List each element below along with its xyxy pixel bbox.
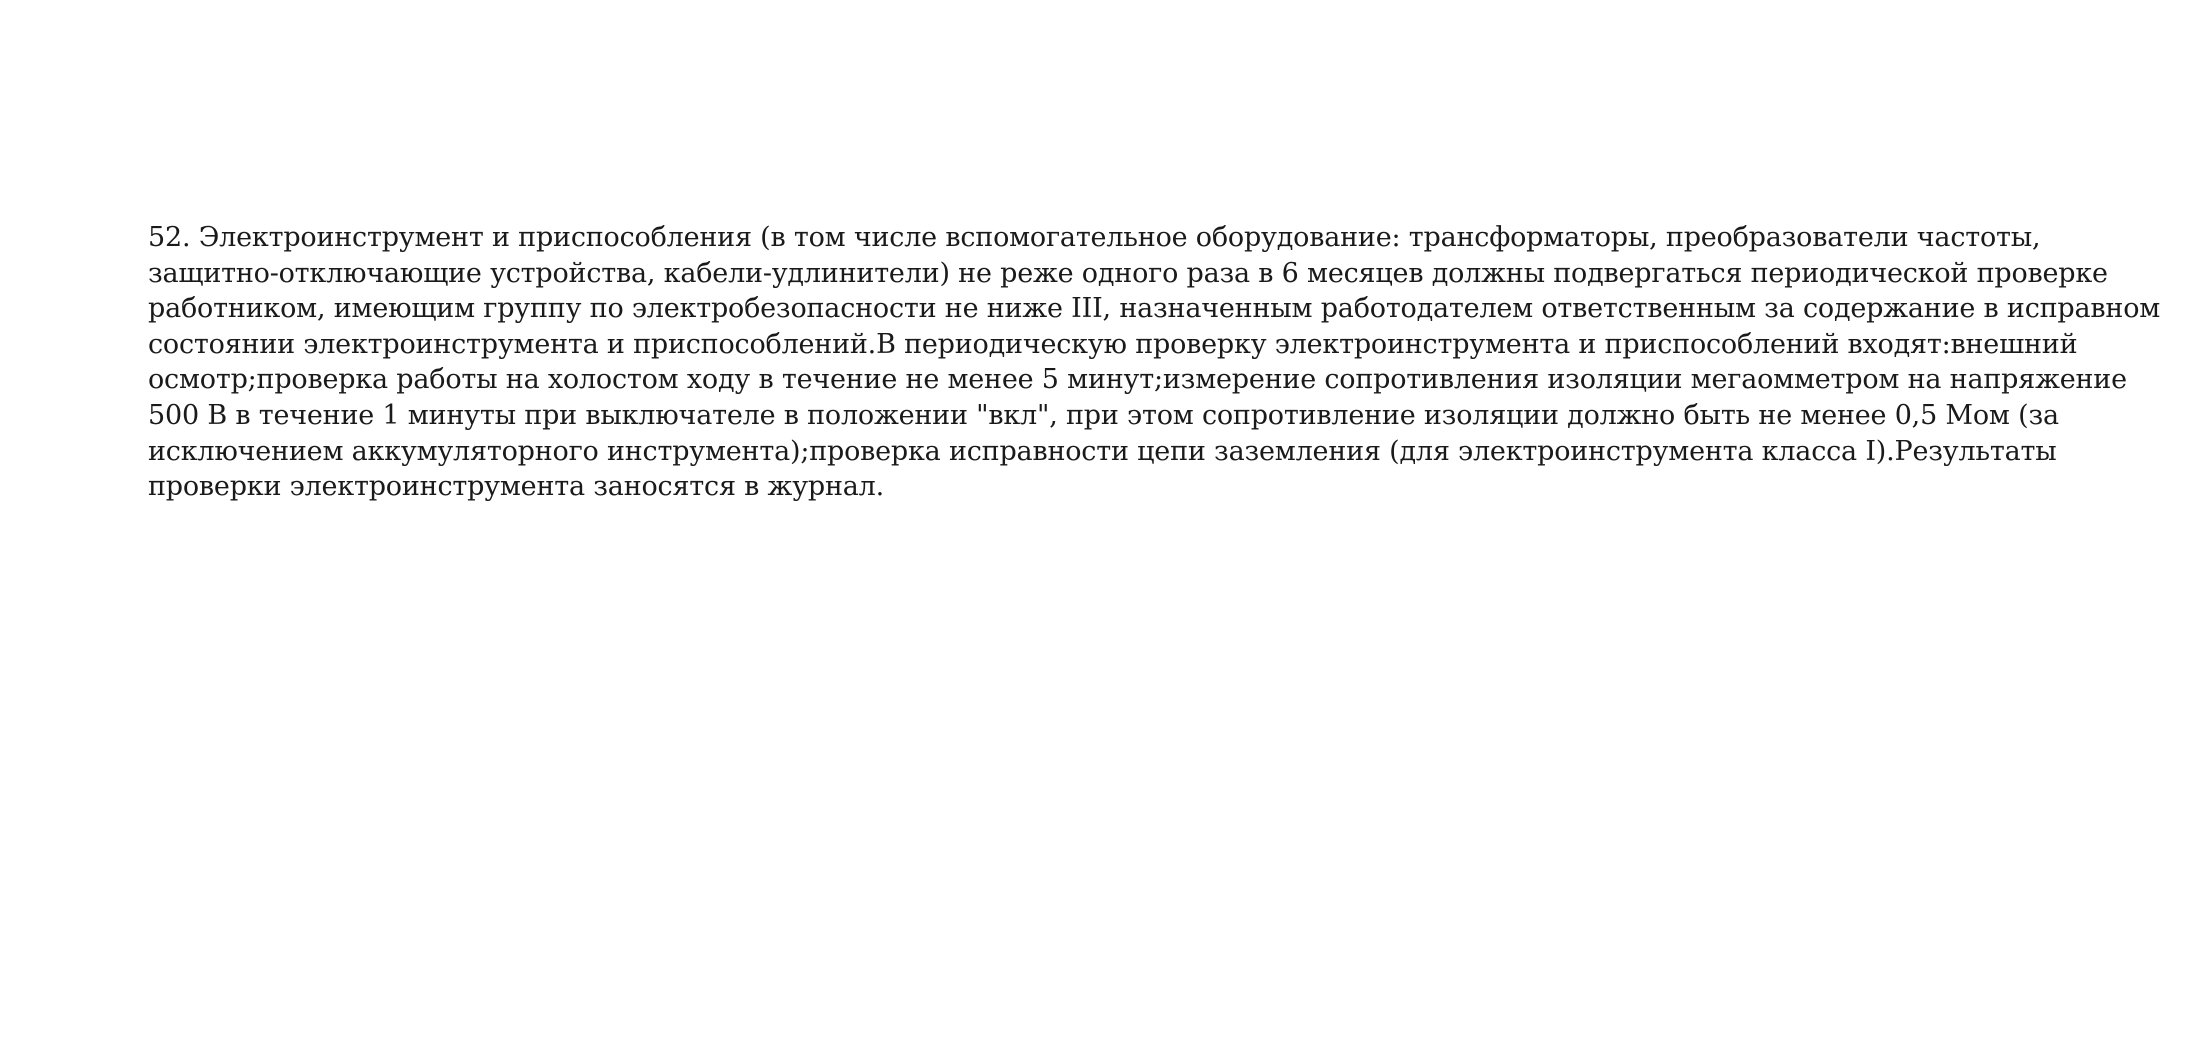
paragraph-line-4: состоянии электроинструмента и приспособлений.В периодическую проверку электроинструмента и приспособлений входят:внешний — [148, 328, 2078, 360]
paragraph-line-1: 52. Электроинструмент и приспособления (в том числе вспомогательное оборудование: трансформаторы, преобразователи частоты, — [148, 222, 2041, 253]
paragraph-line-8: проверки электроинструмента заносятся в журнал. — [148, 471, 884, 503]
paragraph-line-7: исключением аккумуляторного инструмента);проверка исправности цепи заземления (для электроинструмента класса I).Результаты — [148, 435, 2057, 467]
paragraph-line-6: 500 В в течение 1 минуты при выключателе в положении "вкл", при этом сопротивление изоляции должно быть не менее 0,5 Мом (за — [148, 399, 2059, 431]
paragraph-line-2: защитно-отключающие устройства, кабели-удлинители) не реже одного раза в 6 месяцев должны подвергаться периодической проверке — [148, 257, 2108, 289]
paragraph-line-5: осмотр;проверка работы на холостом ходу в течение не менее 5 минут;измерение сопротивления изоляции мегаомметром на напряжение — [148, 364, 2127, 396]
regulation-paragraph — [148, 220, 2161, 505]
paragraph-line-3: работником, имеющим группу по электробезопасности не ниже III, назначенным работодателем ответственным за содержание в исправном — [148, 293, 2161, 325]
